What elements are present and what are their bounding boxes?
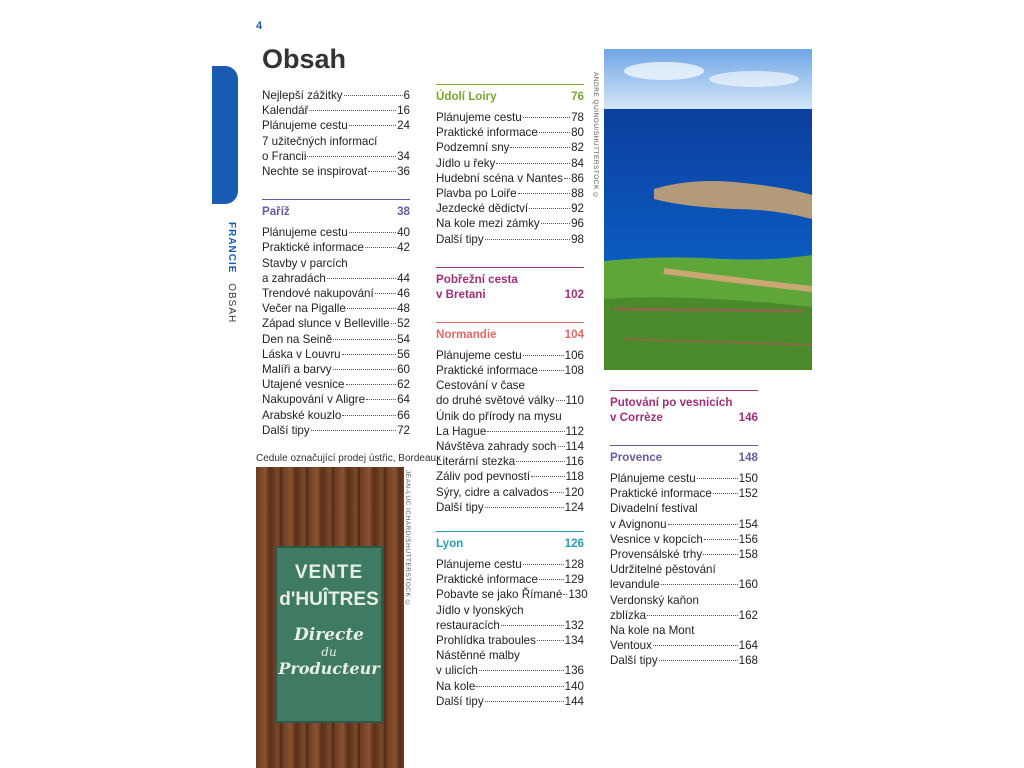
entry-page: 34 (397, 149, 410, 163)
entry-leader (539, 370, 564, 371)
toc-entry[interactable] (262, 332, 410, 347)
section-entries (262, 225, 410, 438)
entry-label: Další tipy (436, 232, 484, 246)
entry-label: Další tipy (262, 423, 310, 437)
toc-entry[interactable] (436, 694, 584, 709)
toc-entry[interactable] (262, 408, 410, 423)
entry-page: 156 (738, 532, 758, 546)
toc-entry[interactable] (436, 186, 584, 201)
section-title-line1: Putování po vesnicích (610, 396, 733, 409)
toc-entry[interactable] (262, 88, 410, 103)
entry-label: Arabské kouzlo (262, 408, 342, 422)
entry-page: 108 (564, 364, 584, 378)
entry-leader (368, 171, 396, 172)
entry-label: Další tipy (436, 694, 484, 708)
entry-page: 130 (568, 588, 588, 602)
sign-line: du (321, 645, 337, 659)
entry-label: Plánujeme cestu (610, 472, 696, 485)
entry-label: Prohlídka traboules (436, 634, 536, 648)
entry-label: Udržitelné pěstování (610, 563, 716, 577)
toc-entry[interactable] (262, 377, 410, 392)
entry-label: Pobavte se jako Římané (436, 588, 563, 602)
sign-line: Producteur (278, 659, 380, 678)
section-heading[interactable] (436, 531, 584, 551)
entry-leader (366, 399, 396, 400)
entry-leader (342, 354, 396, 355)
entry-leader (349, 125, 396, 126)
toc-entry[interactable] (262, 256, 410, 271)
toc-entry[interactable] (436, 171, 584, 186)
section-page: 102 (564, 287, 584, 301)
entry-label: Provensálské trhy (610, 548, 703, 562)
entry-page: 42 (397, 241, 410, 255)
entry-leader (541, 223, 570, 224)
toc-entry[interactable] (262, 164, 410, 179)
entry-leader (485, 507, 564, 508)
entry-leader (516, 461, 564, 462)
entry-label: Na kole na Mont (610, 624, 695, 638)
entry-leader (347, 308, 396, 309)
entry-label: Záliv pod pevností (436, 470, 531, 484)
section-title: Provence (610, 451, 663, 464)
entry-leader (556, 400, 565, 401)
toc-entry[interactable] (262, 423, 410, 438)
toc-entry[interactable] (610, 471, 758, 486)
entry-label: Další tipy (610, 654, 658, 668)
entry-leader (487, 431, 564, 432)
page-number: 4 (256, 20, 263, 32)
entry-page: 24 (397, 119, 410, 133)
entry-label: Hudební scéna v Nantes (436, 171, 563, 185)
toc-entry[interactable] (262, 286, 410, 301)
entry-label: Malíři a barvy (262, 363, 332, 377)
section-title (436, 272, 518, 302)
entry-page: 54 (397, 332, 410, 346)
toc-entry[interactable] (436, 125, 584, 140)
entry-label: Literární stezka (436, 455, 516, 469)
section-page: 148 (738, 451, 758, 464)
section-heading[interactable] (262, 199, 410, 219)
toc-section-lyon (436, 531, 588, 709)
section-title: Údolí Loiry (436, 90, 497, 103)
entry-label: zblízka (610, 608, 647, 622)
entry-label: Na kole (436, 679, 476, 693)
entry-page: 116 (565, 455, 584, 469)
entry-page: 64 (397, 393, 410, 407)
entry-page: 78 (571, 111, 584, 124)
entry-page: 124 (564, 500, 584, 514)
oyster-sign (275, 546, 383, 723)
toc-entry[interactable] (262, 392, 410, 407)
entry-page: 112 (565, 424, 584, 438)
entry-leader (668, 524, 738, 525)
entry-label: Nakupování v Aligre (262, 393, 366, 407)
section-heading[interactable] (610, 445, 758, 465)
toc-section-loira (436, 84, 584, 247)
entry-label: Verdonský kaňon (610, 593, 699, 607)
entry-label: Kalendář (262, 104, 309, 118)
toc-column-1 (262, 88, 410, 450)
coast-illustration (604, 49, 812, 370)
section-entries (436, 557, 588, 709)
entry-page: 88 (571, 187, 584, 201)
toc-entry[interactable] (610, 577, 758, 592)
sign-line: d'HUÎTRES (279, 589, 379, 610)
chapter-section: OBSAH (226, 283, 237, 324)
oyster-photo-credit: JEAN-LUC ICHARD/SHUTTERSTOCK © (404, 470, 411, 608)
entry-page: 86 (571, 171, 584, 185)
entry-label: Trendové nakupování (262, 287, 374, 301)
section-title-line1: Pobřežní cesta (436, 272, 518, 286)
toc-entry[interactable] (262, 316, 410, 331)
entry-leader (564, 178, 570, 179)
toc-entry[interactable] (262, 240, 410, 255)
entry-page: 106 (564, 348, 584, 362)
entry-page: 92 (571, 202, 584, 216)
toc-entry[interactable] (436, 603, 584, 618)
section-title: Lyon (436, 537, 464, 551)
photo-caption: Cedule označující prodej ústřic, Bordeaux (256, 453, 442, 464)
entry-page: 154 (738, 517, 758, 531)
toc-column-3 (610, 390, 758, 681)
entry-leader (333, 339, 396, 340)
entry-label: Plánujeme cestu (262, 226, 348, 240)
entry-leader (342, 415, 396, 416)
entry-leader (333, 369, 397, 370)
entry-label: levandule (610, 578, 660, 592)
toc-column-2 (436, 84, 588, 721)
entry-label: restauracích (436, 618, 500, 632)
entry-label: 7 užitečných informací (262, 134, 378, 148)
entry-leader (327, 278, 396, 279)
entry-label: Jezdecké dědictví (436, 202, 529, 216)
entry-page: 36 (397, 165, 410, 179)
entry-leader (531, 476, 564, 477)
entry-label: Den na Seině (262, 332, 333, 346)
entry-label: Na kole mezi zámky (436, 217, 540, 231)
toc-entry[interactable] (436, 201, 584, 216)
entry-label: o Francii (262, 149, 307, 163)
toc-entry[interactable] (436, 587, 588, 602)
entry-leader (563, 594, 567, 595)
toc-intro (262, 88, 410, 179)
entry-page: 6 (403, 89, 410, 102)
section-heading[interactable] (436, 322, 584, 342)
entry-label: a zahradách (262, 271, 326, 285)
section-page: 146 (738, 411, 758, 424)
section-page: 104 (564, 327, 584, 341)
entry-page: 162 (738, 608, 758, 622)
entry-page: 82 (571, 141, 584, 155)
toc-entry[interactable] (610, 623, 758, 638)
entry-label: Západ slunce v Belleville (262, 317, 390, 331)
entry-label: Ventoux (610, 639, 652, 653)
entry-leader (501, 625, 564, 626)
entry-leader (476, 686, 563, 687)
entry-leader (539, 132, 570, 133)
entry-label: Nástěnné malby (436, 649, 520, 663)
toc-entry[interactable] (436, 618, 584, 633)
entry-page: 16 (397, 104, 410, 118)
toc-entry[interactable] (610, 562, 758, 577)
entry-leader (309, 110, 396, 111)
toc-entry[interactable] (436, 679, 584, 694)
entry-leader (558, 446, 565, 447)
toc-entry[interactable] (436, 232, 584, 247)
entry-page: 134 (564, 634, 584, 648)
section-entries (436, 110, 584, 247)
entry-label: Plánujeme cestu (436, 348, 522, 362)
sign-line: Directe (294, 625, 364, 645)
entry-page: 62 (397, 378, 410, 392)
entry-label: Praktické informace (262, 241, 364, 255)
chapter-label (226, 222, 237, 323)
toc-entry[interactable] (436, 572, 584, 587)
toc-section-normandie (436, 322, 584, 515)
entry-page: 56 (397, 347, 410, 361)
entry-label: Praktické informace (436, 126, 538, 140)
toc-entry[interactable] (262, 347, 410, 362)
toc-entry[interactable] (262, 103, 410, 118)
toc-entry[interactable] (262, 301, 410, 316)
entry-leader (653, 645, 738, 646)
entry-leader (518, 193, 571, 194)
entry-leader (485, 239, 570, 240)
entry-page: 84 (571, 156, 584, 170)
entry-page: 110 (565, 394, 584, 408)
entry-label: Praktické informace (436, 364, 538, 378)
section-entries (436, 348, 584, 515)
entry-leader (311, 430, 396, 431)
entry-leader (523, 355, 564, 356)
toc-entry[interactable] (610, 638, 758, 653)
entry-leader (346, 384, 397, 385)
toc-entry[interactable] (436, 156, 584, 171)
entry-page: 98 (571, 232, 584, 246)
chapter-country: FRANCIE (226, 222, 237, 274)
entry-label: Plánujeme cestu (436, 558, 522, 572)
toc-entry[interactable] (610, 517, 758, 532)
section-entries (610, 471, 758, 669)
toc-entry[interactable] (262, 225, 410, 240)
toc-entry[interactable] (436, 216, 584, 231)
section-title (610, 395, 732, 425)
coast-photo (604, 49, 812, 370)
entry-leader (539, 579, 564, 580)
entry-leader (647, 615, 738, 616)
entry-page: 144 (564, 694, 584, 708)
entry-leader (537, 640, 564, 641)
entry-leader (479, 670, 564, 671)
section-title-line2: v Corrèze (610, 411, 663, 424)
entry-leader (661, 584, 738, 585)
toc-section-pariz (262, 199, 410, 438)
toc-entry[interactable] (610, 608, 758, 623)
chapter-tab (212, 66, 238, 204)
entry-page: 96 (571, 217, 584, 231)
toc-entry[interactable] (436, 633, 584, 648)
toc-entry[interactable] (610, 593, 758, 608)
page-title: Obsah (262, 44, 347, 74)
entry-leader (529, 208, 570, 209)
entry-label: Plánujeme cestu (262, 119, 348, 133)
entry-leader (523, 564, 564, 565)
section-page: 126 (564, 537, 584, 551)
entry-label: Únik do přírody na mysu (436, 409, 562, 423)
entry-leader (510, 147, 570, 148)
entry-page: 72 (397, 423, 410, 437)
entry-label: Utajené vesnice (262, 378, 345, 392)
section-page: 38 (397, 205, 410, 219)
entry-page: 136 (564, 664, 584, 678)
toc-entry[interactable] (262, 118, 410, 133)
entry-leader (713, 493, 738, 494)
entry-label: Praktické informace (436, 573, 538, 587)
entry-leader (496, 163, 570, 164)
entry-label: Plánujeme cestu (436, 111, 522, 124)
entry-page: 46 (397, 287, 410, 301)
entry-page: 40 (397, 226, 410, 240)
entry-leader (703, 554, 738, 555)
entry-label: Praktické informace (610, 487, 712, 501)
section-heading[interactable] (610, 390, 758, 425)
entry-page: 150 (738, 472, 758, 485)
entry-label: Další tipy (436, 500, 484, 514)
section-page: 76 (571, 90, 584, 103)
entry-leader (697, 478, 738, 479)
entry-label: Sýry, cidre a calvados (436, 485, 549, 499)
toc-entry[interactable] (436, 648, 584, 663)
entry-label: Jídlo u řeky (436, 156, 496, 170)
entry-page: 120 (564, 485, 584, 499)
sign-line: VENTE (294, 562, 364, 583)
toc-section-provence (610, 445, 758, 669)
entry-page: 118 (565, 470, 584, 484)
entry-page: 128 (564, 558, 584, 572)
toc-entry[interactable] (436, 409, 584, 424)
entry-leader (349, 232, 396, 233)
toc-entry[interactable] (436, 663, 584, 678)
entry-page: 168 (738, 654, 758, 668)
entry-page: 52 (397, 317, 410, 331)
toc-entry[interactable] (436, 140, 584, 155)
entry-leader (485, 701, 564, 702)
section-title: Paříž (262, 205, 290, 219)
entry-page: 160 (738, 578, 758, 592)
entry-page: 158 (738, 548, 758, 562)
entry-label: do druhé světové války (436, 394, 555, 408)
entry-label: Návštěva zahrady soch (436, 440, 557, 454)
entry-label: Jídlo v lyonských (436, 603, 524, 617)
toc-entry[interactable] (610, 486, 758, 501)
toc-entry[interactable] (436, 454, 584, 469)
entry-label: Stavby v parcích (262, 256, 348, 270)
toc-section-correze (610, 390, 758, 425)
entry-leader (550, 492, 564, 493)
toc-entry[interactable] (610, 547, 758, 562)
toc-entry[interactable] (436, 469, 584, 484)
entry-page: 129 (564, 573, 584, 587)
toc-entry[interactable] (262, 149, 410, 164)
entry-leader (523, 117, 570, 118)
entry-label: Večer na Pigalle (262, 302, 346, 316)
toc-entry[interactable] (610, 532, 758, 547)
toc-section-bretan (436, 267, 584, 302)
entry-leader (307, 156, 396, 157)
entry-page: 140 (564, 679, 584, 693)
toc-entry[interactable] (436, 378, 584, 393)
entry-leader (391, 323, 396, 324)
entry-label: Vesnice v kopcích (610, 532, 703, 546)
toc-entry[interactable] (436, 485, 584, 500)
entry-page: 114 (565, 440, 584, 454)
entry-leader (375, 293, 396, 294)
section-title: Normandie (436, 327, 497, 341)
entry-label: Divadelní festival (610, 502, 698, 516)
toc-entry[interactable] (436, 557, 584, 572)
entry-leader (659, 660, 738, 661)
entry-leader (365, 247, 396, 248)
entry-page: 164 (738, 639, 758, 653)
toc-entry[interactable] (436, 363, 584, 378)
entry-page: 152 (738, 487, 758, 501)
entry-label: Cestování v čase (436, 379, 525, 393)
toc-entry[interactable] (262, 134, 410, 149)
section-heading[interactable] (436, 84, 584, 104)
toc-entry[interactable] (436, 424, 584, 439)
toc-entry[interactable] (436, 348, 584, 363)
entry-label: La Hague (436, 424, 487, 438)
section-title-line2: v Bretani (436, 287, 486, 301)
toc-entry[interactable] (610, 501, 758, 516)
entry-label: Nejlepší zážitky (262, 89, 343, 102)
entry-page: 66 (397, 408, 410, 422)
toc-entry[interactable] (610, 653, 758, 668)
entry-label: v Avignonu (610, 517, 667, 531)
toc-entry[interactable] (262, 271, 410, 286)
toc-entry[interactable] (436, 393, 584, 408)
entry-label: Plavba po Loiře (436, 187, 517, 201)
section-heading[interactable] (436, 267, 584, 302)
entry-page: 48 (397, 302, 410, 316)
entry-page: 60 (397, 363, 410, 377)
toc-entry[interactable] (262, 362, 410, 377)
coast-photo-credit: ANDRE QUINOU/SHUTTERSTOCK © (592, 72, 599, 200)
entry-leader (704, 539, 738, 540)
toc-entry[interactable] (436, 439, 584, 454)
entry-page: 80 (571, 126, 584, 140)
entry-label: Podzemní sny (436, 141, 510, 155)
entry-label: v ulicích (436, 664, 478, 678)
entry-page: 44 (397, 271, 410, 285)
entry-leader (344, 95, 403, 96)
entry-page: 132 (564, 618, 584, 632)
toc-entry[interactable] (436, 110, 584, 125)
entry-label: Nechte se inspirovat (262, 165, 368, 179)
toc-entry[interactable] (436, 500, 584, 515)
entry-label: Láska v Louvru (262, 347, 341, 361)
